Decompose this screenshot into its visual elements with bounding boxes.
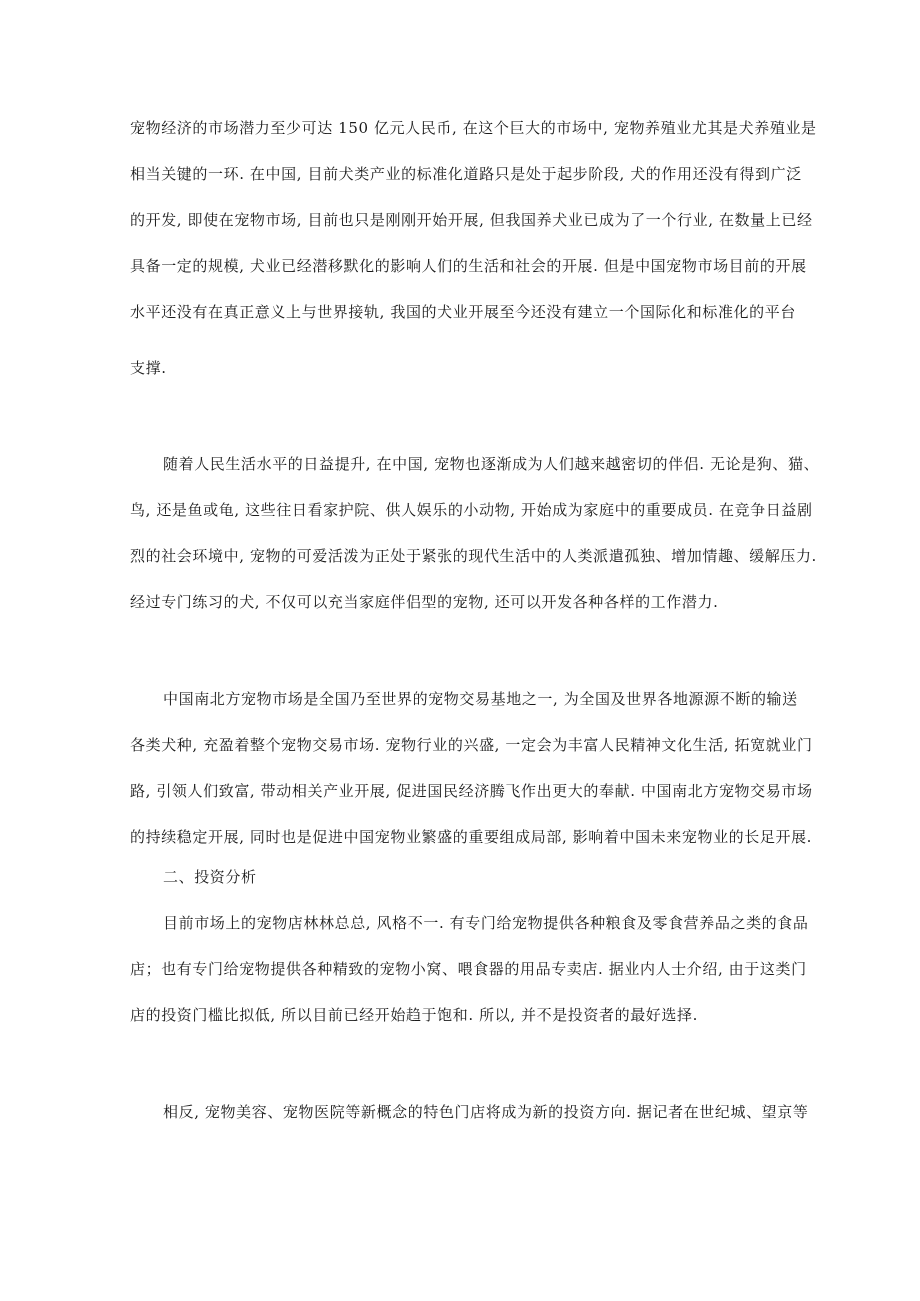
- text-line: 路, 引领人们致富, 带动相关产业开展, 促进国民经济腾飞作出更大的奉献. 中国南北方宠物交易市场: [130, 782, 813, 800]
- text-line: 相反, 宠物美容、宠物医院等新概念的特色门店将成为新的投资方向. 据记者在世纪城、望京等: [163, 1103, 809, 1121]
- text-line: 宠物经济的市场潜力至少可达 150 亿元人民币, 在这个巨大的市场中, 宠物养殖业尤其是犬养殖业是: [130, 119, 817, 137]
- text-line: 相当关键的一环. 在中国, 目前犬类产业的标准化道路只是处于起步阶段, 犬的作用还没有得到广泛: [130, 165, 802, 183]
- text-line: 店的投资门槛比拟低, 所以目前已经开始趋于饱和. 所以, 并不是投资者的最好选择.: [130, 1006, 698, 1024]
- text-line: 各类犬种, 充盈着整个宠物交易市场. 宠物行业的兴盛, 一定会为丰富人民精神文化生活, 拓宽就业门: [130, 736, 813, 754]
- text-line: 的开发, 即使在宠物市场, 目前也只是刚刚开始开展, 但我国养犬业已成为了一个行业, 在数量上已经: [130, 211, 813, 229]
- text-line: 支撑.: [130, 359, 167, 377]
- text-line: 烈的社会环境中, 宠物的可爱活泼为正处于紧张的现代生活中的人类派遣孤独、增加情趣、缓解压力.: [130, 547, 817, 565]
- text-line: 水平还没有在真正意义上与世界接轨, 我国的犬业开展至今还没有建立一个国际化和标准化的平台: [130, 303, 796, 321]
- text-line: 目前市场上的宠物店林林总总, 风格不一. 有专门给宠物提供各种粮食及零食营养品之类的食品: [163, 914, 809, 932]
- text-line: 经过专门练习的犬, 不仅可以充当家庭伴侣型的宠物, 还可以开发各种各样的工作潜力.: [130, 593, 719, 611]
- section-heading: 二、投资分析: [163, 868, 257, 886]
- text-line: 随着人民生活水平的日益提升, 在中国, 宠物也逐渐成为人们越来越密切的伴侣. 无论是狗、猫、: [163, 455, 820, 473]
- text-line: 的持续稳定开展, 同时也是促进中国宠物业繁盛的重要组成局部, 影响着中国未来宠物业的长足开展.: [130, 828, 813, 846]
- text-line: 店；也有专门给宠物提供各种精致的宠物小窝、喂食器的用品专卖店. 据业内人士介绍, 由于这类门: [130, 960, 807, 978]
- text-line: 具备一定的规模, 犬业已经潜移默化的影响人们的生活和社会的开展. 但是中国宠物市场目前的开展: [130, 257, 807, 275]
- text-line: 中国南北方宠物市场是全国乃至世界的宠物交易基地之一, 为全国及世界各地源源不断的输送: [163, 690, 798, 708]
- text-line: 鸟, 还是鱼或龟, 这些往日看家护院、供人娱乐的小动物, 开始成为家庭中的重要成员. 在竞争日益剧: [130, 501, 813, 519]
